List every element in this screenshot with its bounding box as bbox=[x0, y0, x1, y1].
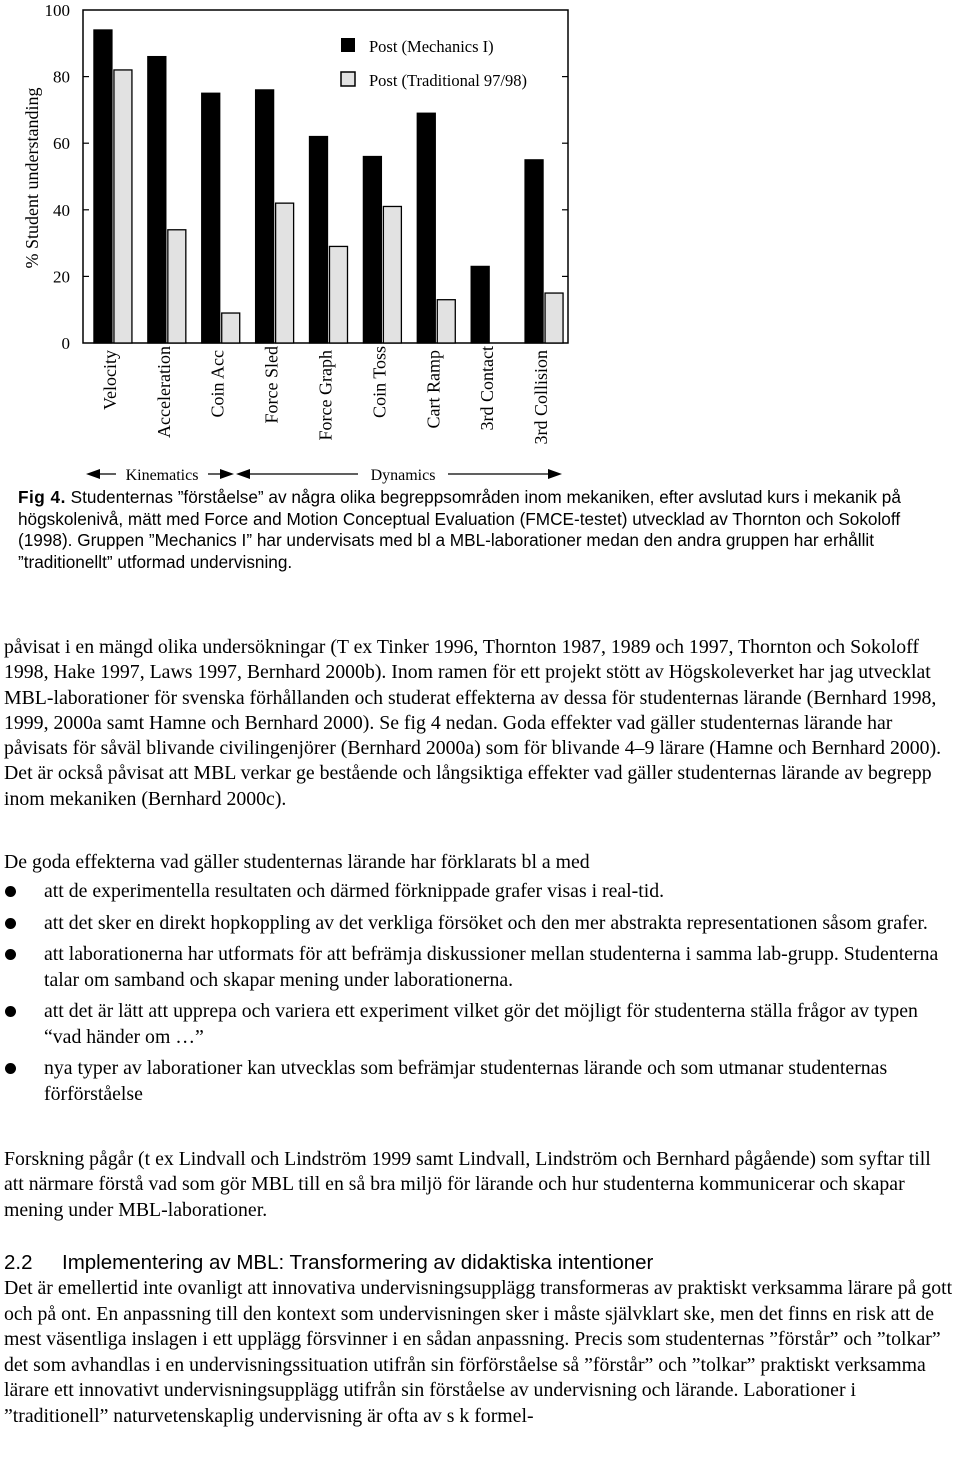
bar-mechanics bbox=[310, 137, 328, 343]
bullet-icon bbox=[5, 1006, 16, 1017]
y-tick-label: 60 bbox=[53, 134, 70, 154]
x-tick-label: Coin Toss bbox=[369, 346, 390, 418]
list-item-text: att det är lätt att upprepa och variera ett experiment vilket gör det möjligt för studenterna ställa frågor av typen “vad händer om …” bbox=[44, 1000, 918, 1048]
paragraph-ongoing-research: Forskning pågår (t ex Lindvall och Lindström 1999 samt Lindvall, Lindström och Bernhard pågående) som syftar till att närmare förstå vad som gör MBL till en så bra miljö för lärande och hur studenterna kommunicerar och skapar mening under MBL-laborationer. bbox=[4, 1148, 931, 1221]
list-item bbox=[4, 999, 954, 1050]
group-kinematics bbox=[86, 463, 234, 485]
legend-label-mechanics: Post (Mechanics I) bbox=[369, 37, 494, 56]
y-axis-label: % Student understanding bbox=[22, 87, 42, 269]
x-tick-label: Velocity bbox=[99, 350, 120, 410]
list-item-text: att de experimentella resultaten och därmed förknippade grafer visas i real-tid. bbox=[44, 880, 665, 902]
paragraph-implementation: Det är emellertid inte ovanligt att innovativa undervisningsupplägg transformeras av praktiskt verksamma lärare på gott och på ont. En anpassning till den kontext som undervisningen sker i måste självklart ske, men det finns en risk att de mest väsentliga inslagen i ett upplägg försvinner i en sådan anpassning. Precis som studenternas ”förstår” och ”tolkar” det som avhandlas i en undervisningssituation utifrån sin förförståelse så ”förstår” och ”tolkar” praktiskt verksamma lärare ett innovativt undervisningsupplägg utifrån sin förståelse av undervisning och lärande. Laborationer i ”traditionell” naturvetenskaplig undervisning är ofta av s k formel- bbox=[4, 1277, 953, 1427]
x-tick-label: Force Graph bbox=[315, 350, 336, 441]
bullet-icon bbox=[5, 886, 16, 897]
list-item bbox=[4, 879, 954, 905]
section-number: 2.2 bbox=[4, 1251, 33, 1274]
paragraph-mbl-research: påvisat i en mängd olika undersökningar (T ex Tinker 1996, Thornton 1987, 1989 och 1997, Thornton och Sokoloff 1998, Hake 1997, Laws 1997, Bernhard 2000b). Inom ramen för ett projekt stött av Högskoleverket har jag utvecklat MBL-laborationer för svenska förhållanden och studerat effekterna av dessa för studenternas lärande (Bernhard 1998, 1999, 2000a samt Hamne och Bernhard 2000). Se fig 4 nedan. Goda effekter vad gäller studenternas lärande har påvisats för såväl blivande civilingenjörer (Bernhard 2000a) som för blivande 4–9 lärare (Hamne och Bernhard 2000). Det är också påvisat att MBL verkar ge bestående och långsiktiga effekter vad gäller studenternas lärande av begrepp inom mekaniken (Bernhard 2000c). bbox=[4, 636, 942, 810]
list-item-text: att laborationerna har utformats för att befrämja diskussioner mellan studenterna i samma lab-grupp. Studenterna talar om samband och skapar mening under laborationerna. bbox=[44, 943, 939, 991]
bar-mechanics bbox=[363, 157, 381, 343]
bar-mechanics bbox=[148, 57, 166, 343]
figure-caption bbox=[18, 487, 948, 573]
x-tick-label: Force Sled bbox=[261, 346, 282, 424]
legend-label-traditional: Post (Traditional 97/98) bbox=[369, 71, 527, 90]
group-kinematics-label: Kinematics bbox=[125, 467, 199, 484]
list-item-text: att det sker en direkt hopkoppling av det verkliga försöket och den mer abstrakta representationen såsom grafer. bbox=[44, 911, 928, 934]
bar-mechanics bbox=[525, 160, 543, 343]
list-item-text: nya typer av laborationer kan utvecklas som befrämjar studenternas lärande och som utmanar studenternas förförståelse bbox=[44, 1057, 888, 1105]
bullet-list bbox=[4, 879, 954, 1113]
y-tick-label: 80 bbox=[53, 67, 70, 87]
figure-label: Fig 4. bbox=[18, 487, 66, 507]
x-tick-label: Coin Acc bbox=[207, 350, 228, 418]
y-tick-label: 40 bbox=[53, 200, 70, 220]
legend bbox=[341, 37, 527, 90]
bar-mechanics bbox=[256, 90, 274, 343]
bar-traditional bbox=[276, 203, 294, 343]
x-tick-label: 3rd Collision bbox=[531, 350, 552, 445]
group-dynamics-label: Dynamics bbox=[370, 467, 436, 484]
legend-swatch-mechanics bbox=[341, 38, 355, 52]
group-dynamics-arrow-left bbox=[236, 469, 250, 479]
group-dynamics-arrow-right bbox=[548, 469, 562, 479]
section-heading bbox=[4, 1250, 653, 1276]
list-item bbox=[4, 1056, 954, 1107]
bullet-icon bbox=[5, 1063, 16, 1074]
bar-traditional bbox=[545, 293, 563, 343]
legend-swatch-traditional bbox=[341, 72, 355, 86]
list-item bbox=[4, 911, 954, 937]
bar-chart bbox=[0, 0, 960, 490]
bar-mechanics bbox=[471, 266, 489, 343]
bar-traditional bbox=[114, 70, 132, 343]
x-tick-label: 3rd Contact bbox=[477, 346, 498, 431]
group-dynamics bbox=[236, 463, 562, 485]
group-kinematics-arrow-right bbox=[220, 469, 234, 479]
bar-mechanics bbox=[202, 93, 220, 343]
figure-caption-text: Studenternas ”förståelse” av några olika begreppsområden inom mekaniken, efter avslutad kurs i mekanik på högskolenivå, mätt med Force and Motion Conceptual Evaluation (FMCE-testet) utvecklad av Thornton och Sokoloff (1998). Gruppen ”Mechanics I” har undervisats med bl a MBL-laborationer medan den andra gruppen har erhållit ”traditionellt” utformad undervisning. bbox=[18, 487, 901, 572]
bar-traditional bbox=[222, 313, 240, 343]
bar-traditional bbox=[383, 206, 401, 343]
bar-traditional bbox=[330, 246, 348, 343]
y-tick-label: 20 bbox=[53, 267, 70, 287]
x-tick-label: Acceleration bbox=[153, 346, 174, 438]
group-kinematics-arrow-left bbox=[86, 469, 100, 479]
section-title: Implementering av MBL: Transformering av didaktiska intentioner bbox=[62, 1251, 654, 1274]
x-axis-labels bbox=[100, 346, 551, 445]
list-item bbox=[4, 942, 954, 993]
bar-mechanics bbox=[417, 113, 435, 343]
y-tick-label: 0 bbox=[61, 334, 70, 353]
bullet-icon bbox=[5, 918, 16, 929]
bar-traditional bbox=[168, 230, 186, 343]
list-intro: De goda effekterna vad gäller studenternas lärande har förklarats bl a med bbox=[4, 851, 590, 873]
bar-mechanics bbox=[94, 30, 112, 343]
bullet-icon bbox=[5, 949, 16, 960]
bar-traditional bbox=[437, 300, 455, 343]
x-tick-label: Cart Ramp bbox=[423, 350, 444, 429]
y-tick-label: 100 bbox=[44, 1, 70, 20]
